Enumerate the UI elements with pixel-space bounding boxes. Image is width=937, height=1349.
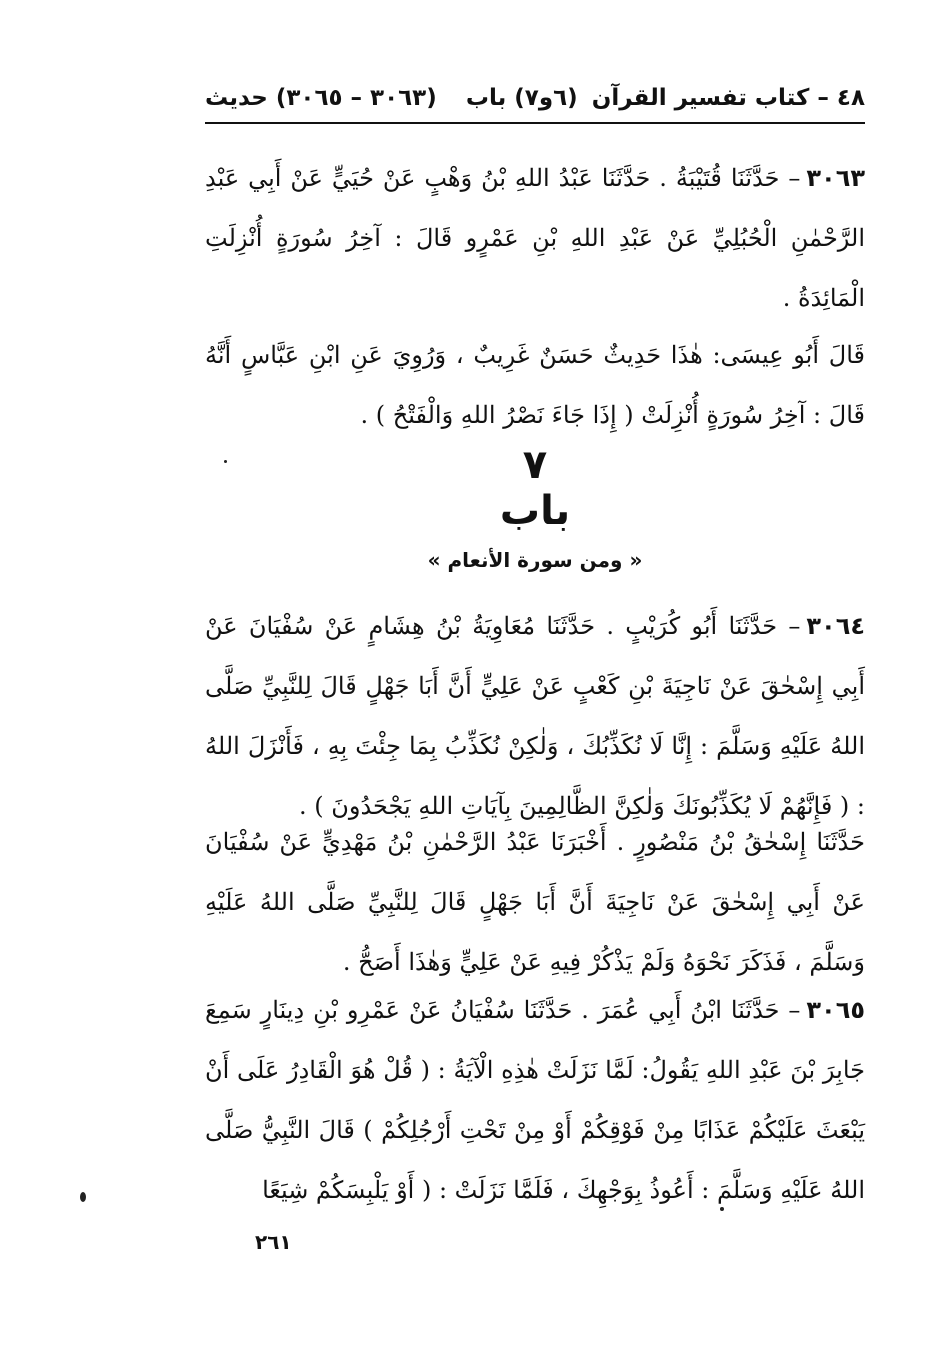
- chapter-title: باب: [499, 488, 571, 534]
- commentary-3064: حَدَّثَنَا إِسْحٰقُ بْنُ مَنْصُورٍ . أَخْبَرَنَا عَبْدُ الرَّحْمٰنِ بْنُ مَهْدِيٍّ عَنْ سُفْيَانَ عَنْ أَبِي إِسْحٰقَ عَنْ نَاجِيَةَ أَنَّ أَبَا جَهْلٍ قَالَ لِلنَّبِيِّ صَلَّى اللهُ عَلَيْهِ وَسَلَّمَ ، فَذَكَرَ نَحْوَهُ وَلَمْ يَذْكُرْ فِيهِ عَنْ عَلِيٍّ وَهٰذَا أَصَحُّ .: [205, 828, 865, 976]
- hadith-3064: [205, 596, 865, 836]
- hadith-3063: [205, 148, 865, 328]
- chapter-subtitle: « ومن سورة الأنعام »: [427, 548, 643, 572]
- scan-speck: [720, 1207, 724, 1211]
- hadith-text: – حَدَّثَنَا قُتَيْبَةُ . حَدَّثَنَا عَبْدُ اللهِ بْنُ وَهْبٍ عَنْ حُيَيٍّ عَنْ أَبِي عَبْدِ الرَّحْمٰنِ الْحُبُلِيِّ عَنْ عَبْدِ اللهِ بْنِ عَمْرٍو قَالَ : آخِرُ سُورَةٍ أُنْزِلَتِ الْمَائِدَةُ .: [205, 164, 866, 312]
- hadith-number: ٣٠٦٥: [806, 996, 865, 1024]
- chapter-number: ٧: [522, 442, 548, 488]
- scan-speck: [80, 1192, 86, 1202]
- header-hadith-range: (٣٠٦٣ – ٣٠٦٥) حديث: [205, 85, 437, 111]
- hadith-text: – حَدَّثَنَا أَبُو كُرَيْبٍ . حَدَّثَنَا مُعَاوِيَةُ بْنُ هِشَامٍ عَنْ سُفْيَانَ عَنْ أَبِي إِسْحٰقَ عَنْ نَاجِيَةَ بْنِ كَعْبٍ عَنْ عَلِيٍّ أَنَّ أَبَا جَهْلٍ قَالَ لِلنَّبِيِّ صَلَّى اللهُ عَلَيْهِ وَسَلَّمَ : إِنَّا لَا نُكَذِّبُكَ ، وَلٰكِنْ نُكَذِّبُ بِمَا جِئْتَ بِهِ ، فَأَنْزَلَ اللهُ : ( فَإِنَّهُمْ لَا يُكَذِّبُونَكَ وَلٰكِنَّ الظَّالِمِينَ بِآيَاتِ اللهِ يَجْحَدُونَ ) .: [205, 612, 865, 820]
- running-header: [205, 78, 865, 118]
- scan-speck: [224, 460, 227, 463]
- commentary-3063: قَالَ أَبُو عِيسَى: هٰذَا حَدِيثٌ حَسَنٌ غَرِيبٌ ، وَرُوِيَ عَنِ ابْنِ عَبَّاسٍ أَنَّهُ قَالَ : آخِرُ سُورَةٍ أُنْزِلَتْ ( إِذَا جَاءَ نَصْرُ اللهِ وَالْفَتْحُ ) .: [205, 341, 865, 429]
- page-number: ٢٦١: [255, 1230, 292, 1254]
- hadith-number: ٣٠٦٣: [806, 164, 865, 192]
- hadith-text: – حَدَّثَنَا ابْنُ أَبِي عُمَرَ . حَدَّثَنَا سُفْيَانُ عَنْ عَمْرِو بْنِ دِينَارٍ سَمِعَ جَابِرَ بْنَ عَبْدِ اللهِ يَقُولُ: لَمَّا نَزَلَتْ هٰذِهِ الْآيَةُ : ( قُلْ هُوَ الْقَادِرُ عَلَى أَنْ يَبْعَثَ عَلَيْكُمْ عَذَابًا مِنْ فَوْقِكُمْ أَوْ مِنْ تَحْتِ أَرْجُلِكُمْ ) قَالَ النَّبِيُّ صَلَّى اللهُ عَلَيْهِ وَسَلَّمَ : أَعُوذُ بِوَجْهِكَ ، فَلَمَّا نَزَلَتْ : ( أَوْ يَلْبِسَكُمْ شِيَعًا: [205, 996, 865, 1204]
- hadith-3065: [205, 980, 865, 1220]
- header-section-range: (٦و٧) باب: [465, 85, 578, 111]
- header-rule: [205, 122, 865, 124]
- header-chapter: ٤٨ – كتاب تفسير القرآن: [591, 85, 865, 111]
- hadith-number: ٣٠٦٤: [806, 612, 865, 640]
